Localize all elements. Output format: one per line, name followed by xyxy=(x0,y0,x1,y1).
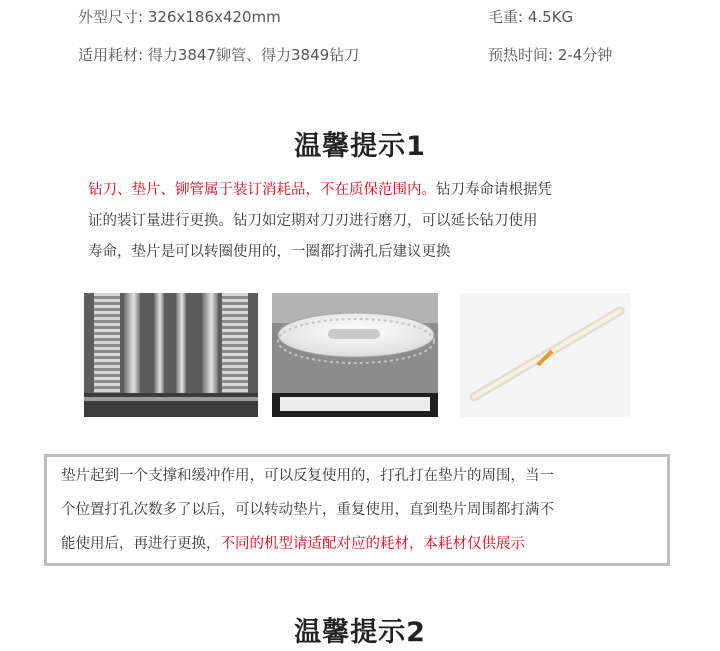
tip2-title: 温馨提示2 xyxy=(294,617,426,648)
notice-line2: 个位置打孔次数多了以后，可以转动垫片，重复使用，直到垫片周围都打满不 xyxy=(61,502,554,518)
spec-size: 外型尺寸: 326x186x420mm xyxy=(78,8,281,26)
notice-line3-normal: 能使用后，再进行更换， xyxy=(61,536,221,552)
spec-weight: 毛重: 4.5KG xyxy=(488,8,574,26)
spec-consumables: 适用耗材: 得力3847铆管、得力3849钻刀 xyxy=(78,46,360,64)
tip1-text-line3: 寿命，垫片是可以转圈使用的，一圈都打满孔后建议更换 xyxy=(88,244,451,260)
drill-bits-photo xyxy=(84,293,258,417)
tip1-red-text: 钻刀、垫片、铆管属于装订消耗品，不在质保范围内。 xyxy=(88,182,436,198)
notice-text xyxy=(61,459,661,561)
notice-box xyxy=(44,454,670,566)
spec-row-2 xyxy=(0,40,720,70)
rivet-tube-photo xyxy=(460,293,630,417)
spec-row-1 xyxy=(0,2,720,32)
spec-preheat: 预热时间: 2-4分钟 xyxy=(488,46,613,64)
tip1-title: 温馨提示1 xyxy=(294,131,426,162)
notice-line1: 垫片起到一个支撑和缓冲作用，可以反复使用的，打孔打在垫片的周围，当一 xyxy=(61,468,554,484)
notice-line3-red: 不同的机型请适配对应的耗材，本耗材仅供展示 xyxy=(220,536,525,552)
punching-pad-photo xyxy=(272,293,438,417)
tip1-text-line2: 证的装订量进行更换。钻刀如定期对刀刃进行磨刀，可以延长钻刀使用 xyxy=(88,213,538,229)
tip1-paragraph xyxy=(88,175,648,268)
tip1-text-line1: 钻刀寿命请根据凭 xyxy=(436,182,552,198)
